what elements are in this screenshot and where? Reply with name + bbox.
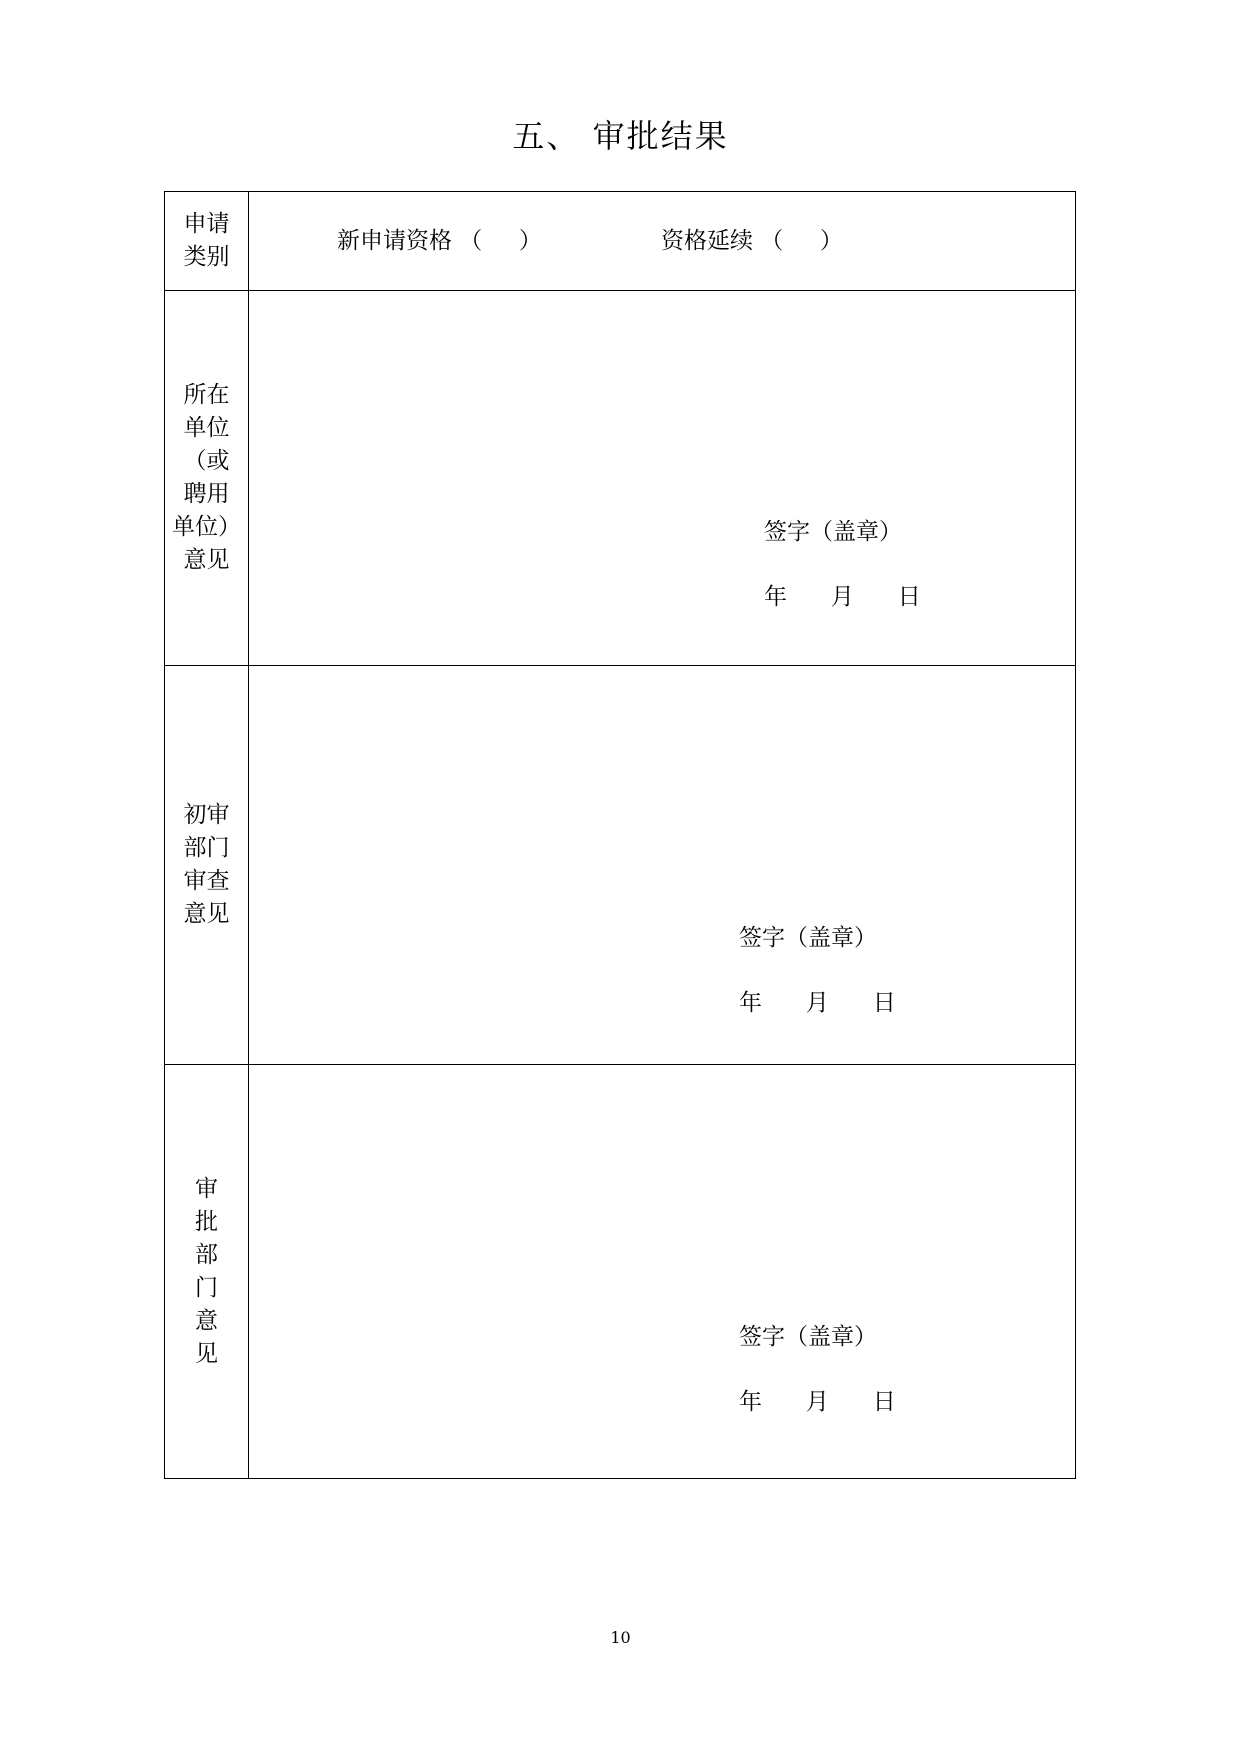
label-line: 意见 [183, 547, 230, 573]
approval-department-label [165, 1065, 249, 1479]
page-title: 五、 审批结果 [512, 117, 729, 155]
unit-opinion-field[interactable] [249, 291, 1076, 666]
unit-opinion-label [165, 291, 249, 666]
label-line: 申请 [183, 211, 230, 237]
application-category-options [249, 192, 1076, 291]
approval-results-table [164, 191, 1076, 1479]
date-label: 年 月 日 [739, 1389, 896, 1415]
initial-review-row [165, 666, 1076, 1065]
approval-signature-block [739, 1322, 896, 1417]
label-line: 意见 [183, 901, 230, 927]
label-line: （或 [183, 448, 230, 474]
initial-review-label [165, 666, 249, 1065]
approval-department-row [165, 1065, 1076, 1479]
label-line: 聘用 [183, 481, 230, 507]
signature-seal-label: 签字（盖章） [739, 1324, 877, 1350]
application-category-label [165, 192, 249, 291]
label-line: 部门 [183, 835, 230, 861]
label-line: 意 [195, 1307, 218, 1334]
signature-seal-label: 签字（盖章） [739, 925, 877, 951]
unit-opinion-row [165, 291, 1076, 666]
label-line: 审 [195, 1175, 218, 1202]
application-category-row [165, 192, 1076, 291]
signature-seal-label: 签字（盖章） [764, 519, 902, 545]
label-line: 审查 [183, 868, 230, 894]
label-line: 所在 [183, 382, 230, 408]
label-line: 单位） [172, 514, 241, 540]
label-line: 类别 [183, 244, 230, 270]
initial-review-field[interactable] [249, 666, 1076, 1065]
date-label: 年 月 日 [764, 584, 921, 610]
label-line: 初审 [183, 802, 230, 828]
qualification-renewal-option[interactable]: 资格延续 （ ） [661, 228, 843, 254]
label-line: 见 [195, 1340, 218, 1367]
label-line: 门 [195, 1274, 218, 1301]
initial-review-signature-block [739, 923, 896, 1018]
label-line: 单位 [183, 415, 230, 441]
label-line: 批 [195, 1208, 218, 1235]
approval-department-field[interactable] [249, 1065, 1076, 1479]
label-line: 部 [195, 1241, 218, 1268]
date-label: 年 月 日 [739, 990, 896, 1016]
unit-signature-block [764, 517, 921, 612]
page-number: 10 [610, 1628, 631, 1647]
new-qualification-option[interactable]: 新申请资格 （ ） [337, 228, 542, 254]
